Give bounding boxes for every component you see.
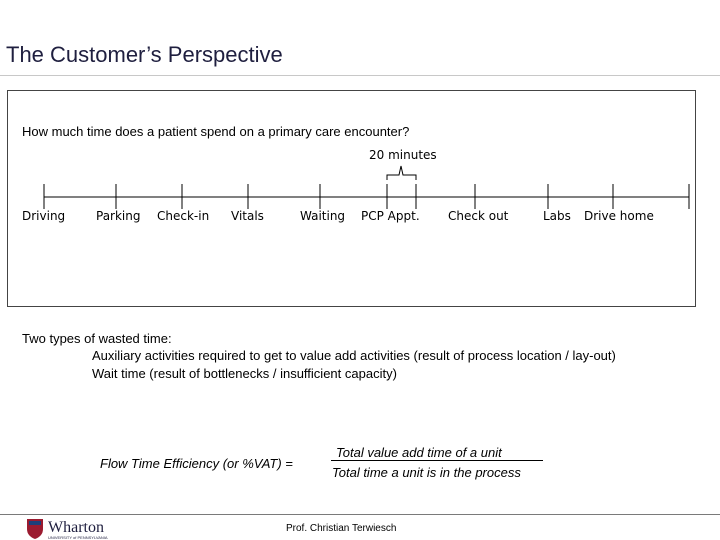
logo-text: Wharton xyxy=(48,519,104,536)
step-drive-home: Drive home xyxy=(584,209,654,223)
wasted-item: Wait time (result of bottlenecks / insufficient capacity) xyxy=(92,366,397,381)
formula-numerator: Total value add time of a unit xyxy=(336,445,502,460)
wasted-item: Auxiliary activities required to get to value add activities (result of process location / lay-out) xyxy=(92,348,616,363)
formula-denominator: Total time a unit is in the process xyxy=(332,465,521,480)
professor-name: Prof. Christian Terwiesch xyxy=(286,523,397,534)
step-labs: Labs xyxy=(543,209,571,223)
slide-title: The Customer’s Perspective xyxy=(6,42,283,67)
question-text: How much time does a patient spend on a primary care encounter? xyxy=(22,124,410,139)
callout-bracket xyxy=(387,166,416,180)
fraction-bar xyxy=(331,460,543,461)
step-pcp-appt: PCP Appt. xyxy=(361,209,420,223)
logo-subtext: UNIVERSITY of PENNSYLVANIA xyxy=(48,535,108,540)
formula-label: Flow Time Efficiency (or %VAT) = xyxy=(100,456,293,471)
wasted-time-heading: Two types of wasted time: xyxy=(22,331,172,346)
callout-label: 20 minutes xyxy=(369,148,437,162)
wharton-logo xyxy=(26,518,146,540)
step-vitals: Vitals xyxy=(231,209,264,223)
footer-divider xyxy=(0,514,720,515)
step-check-out: Check out xyxy=(448,209,509,223)
step-driving: Driving xyxy=(22,209,66,223)
step-waiting: Waiting xyxy=(300,209,346,223)
step-parking: Parking xyxy=(96,209,141,223)
step-check-in: Check-in xyxy=(157,209,210,223)
